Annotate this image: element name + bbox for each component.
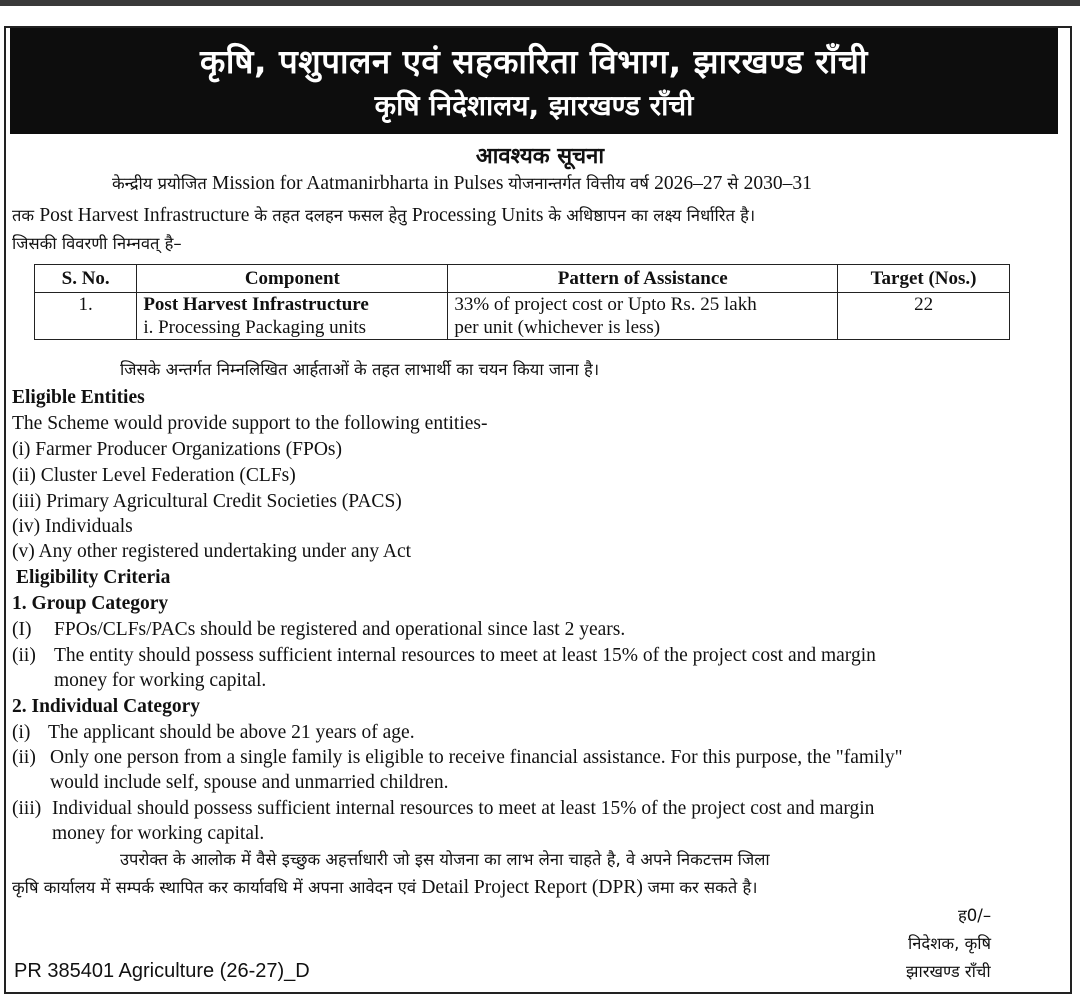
- entity-item: (iv) Individuals: [12, 516, 133, 537]
- signature-title: निदेशक, कृषि: [908, 934, 992, 953]
- intro-text: केन्द्रीय प्रयोजित: [112, 174, 213, 193]
- pattern-line: per unit (whichever is less): [454, 317, 661, 338]
- intro-text: 2026–27: [654, 173, 728, 194]
- individual-item-text: Individual should possess sufficient internal resources to meet at least 15% of the project cost and margin: [52, 798, 875, 819]
- individual-item-num: (ii): [12, 747, 36, 768]
- header-component: Component: [137, 265, 448, 293]
- individual-item-num: (i): [12, 722, 31, 743]
- group-item-num: (I): [12, 619, 32, 640]
- group-item-text: The entity should possess sufficient internal resources to meet at least 15% of the project cost and margin: [54, 645, 876, 666]
- group-item-num: (ii): [12, 645, 36, 666]
- cell-component: [137, 293, 448, 340]
- eligibility-criteria-heading: Eligibility Criteria: [16, 567, 171, 588]
- individual-category-heading: 2. Individual Category: [12, 696, 200, 717]
- header-target: Target (Nos.): [838, 265, 1010, 293]
- closing-line-1: उपरोक्त के आलोक में वैसे इच्छुक अहर्त्ताधारी जो इस योजना का लाभ लेना चाहते है, वे अपने निकटत्तम जिला: [120, 850, 770, 869]
- intro-text: Mission for Aatmanirbharta in Pulses: [212, 173, 509, 194]
- group-category-heading: 1. Group Category: [12, 593, 169, 614]
- pattern-line: 33% of project cost or Upto Rs. 25 lakh: [454, 294, 757, 315]
- intro-text: Processing Units: [411, 205, 549, 226]
- individual-item-num: (iii): [12, 798, 42, 819]
- table-row: [35, 293, 1010, 340]
- intro-text: के अधिष्ठापन का लक्ष्य निर्धारित है।: [548, 206, 756, 225]
- cell-pattern: [448, 293, 838, 340]
- header-pattern: Pattern of Assistance: [448, 265, 838, 293]
- closing-text: Detail Project Report (DPR): [421, 877, 648, 898]
- individual-item-text: money for working capital.: [52, 823, 265, 844]
- component-sub: i. Processing Packaging units: [143, 317, 367, 338]
- top-rule: [0, 0, 1080, 6]
- selection-note: जिसके अन्तर्गत निम्नलिखित आर्हताओं के तहत लाभार्थी का चयन किया जाना है।: [120, 360, 600, 379]
- eligible-entities-intro: The Scheme would provide support to the following entities-: [12, 413, 488, 434]
- signature-mark: ह0/–: [958, 906, 992, 925]
- individual-item-text: The applicant should be above 21 years of age.: [48, 722, 415, 743]
- individual-item-text: would include self, spouse and unmarried children.: [50, 772, 449, 793]
- closing-text: कृषि कार्यालय में सम्पर्क स्थापित कर कार्यावधि में अपना आवेदन एवं: [12, 878, 422, 897]
- individual-item-text: Only one person from a single family is eligible to receive financial assistance. For this purpose, the "family": [50, 747, 903, 768]
- closing-line-2: [12, 876, 758, 900]
- entity-item: (iii) Primary Agricultural Credit Societies (PACS): [12, 491, 402, 512]
- intro-text: 2030–31: [743, 173, 812, 194]
- component-title: Post Harvest Infrastructure: [143, 294, 369, 315]
- entity-item: (ii) Cluster Level Federation (CLFs): [12, 465, 296, 486]
- entity-item: (v) Any other registered undertaking under any Act: [12, 541, 412, 562]
- signature-place: झारखण्ड राँची: [906, 962, 991, 981]
- assistance-table: [34, 264, 1010, 340]
- intro-line-2: [12, 204, 755, 228]
- intro-text: Post Harvest Infrastructure: [39, 205, 255, 226]
- intro-line-1: [112, 172, 812, 196]
- eligible-entities-heading: Eligible Entities: [12, 387, 145, 408]
- intro-text: के तहत दलहन फसल हेतु: [254, 206, 412, 225]
- closing-text: जमा कर सकते है।: [647, 878, 758, 897]
- header-sno: S. No.: [35, 265, 137, 293]
- intro-text: से: [727, 174, 744, 193]
- group-item-text: money for working capital.: [54, 670, 267, 691]
- entity-item: (i) Farmer Producer Organizations (FPOs): [12, 439, 342, 460]
- pr-number: PR 385401 Agriculture (26-27)_D: [14, 960, 310, 982]
- intro-text: तक: [12, 206, 40, 225]
- intro-text: योजनान्तर्गत वित्तीय वर्ष: [508, 174, 655, 193]
- table-header-row: [35, 265, 1010, 293]
- directorate-title: कृषि निदेशालय, झारखण्ड राँची: [374, 89, 694, 122]
- cell-target: 22: [838, 293, 1010, 340]
- notice-title: आवश्यक सूचना: [475, 144, 605, 169]
- intro-line-3: जिसकी विवरणी निम्नवत् है–: [12, 234, 182, 253]
- header-banner: [10, 28, 1058, 134]
- cell-sno: 1.: [35, 293, 137, 340]
- department-title: कृषि, पशुपालन एवं सहकारिता विभाग, झारखण्ड राँची: [200, 42, 868, 81]
- group-item-text: FPOs/CLFs/PACs should be registered and operational since last 2 years.: [54, 619, 626, 640]
